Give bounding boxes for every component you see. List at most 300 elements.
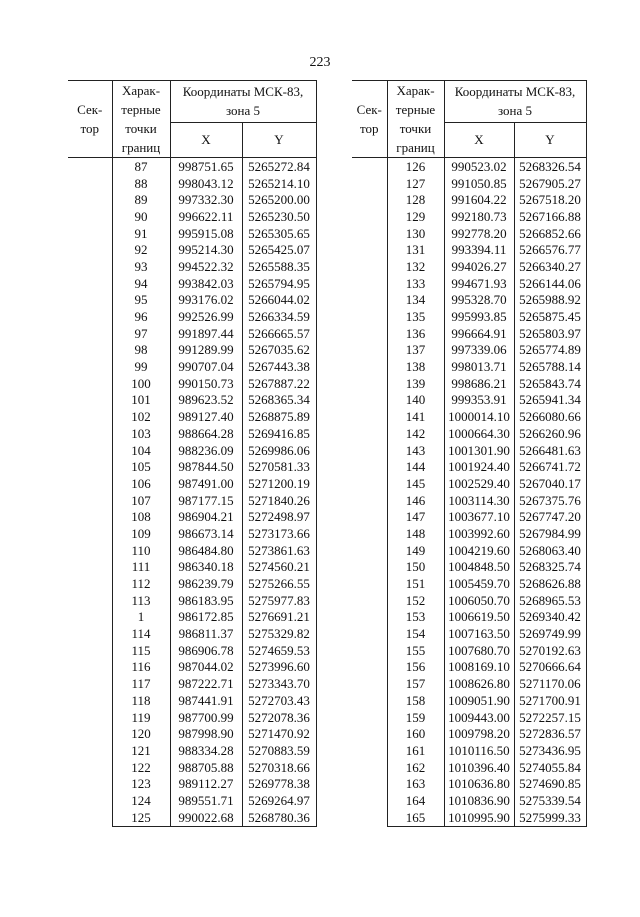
point-number-cell: 160 — [387, 725, 444, 742]
sector-cell — [352, 625, 387, 642]
x-coordinate-cell: 1000664.30 — [444, 425, 514, 442]
x-coordinate-cell: 988664.28 — [170, 425, 242, 442]
y-coordinate-cell: 5265588.35 — [242, 258, 316, 275]
sector-cell — [352, 809, 387, 826]
x-coordinate-cell: 995214.30 — [170, 241, 242, 258]
y-coordinate-cell: 5268063.40 — [514, 542, 586, 559]
table-row — [352, 525, 586, 542]
x-coordinate-cell: 999353.91 — [444, 392, 514, 409]
x-coordinate-cell: 1010636.80 — [444, 775, 514, 792]
point-number-cell: 133 — [387, 275, 444, 292]
y-coordinate-cell: 5266576.77 — [514, 241, 586, 258]
x-coordinate-cell: 989127.40 — [170, 408, 242, 425]
x-coordinate-cell: 1009798.20 — [444, 725, 514, 742]
x-coordinate-cell: 988705.88 — [170, 759, 242, 776]
table-row — [68, 241, 316, 258]
table-row — [68, 775, 316, 792]
sector-cell — [68, 542, 112, 559]
point-number-cell: 105 — [112, 458, 170, 475]
y-coordinate-cell: 5268365.34 — [242, 392, 316, 409]
sector-cell — [68, 675, 112, 692]
point-number-cell: 91 — [112, 225, 170, 242]
table-row — [68, 292, 316, 309]
header-y: Y — [242, 122, 316, 157]
table-row — [68, 175, 316, 192]
y-coordinate-cell: 5271470.92 — [242, 725, 316, 742]
x-coordinate-cell: 987491.00 — [170, 475, 242, 492]
x-coordinate-cell: 1009443.00 — [444, 709, 514, 726]
y-coordinate-cell: 5265425.07 — [242, 241, 316, 258]
x-coordinate-cell: 1010116.50 — [444, 742, 514, 759]
sector-cell — [352, 592, 387, 609]
table-row — [352, 592, 586, 609]
table-row — [68, 642, 316, 659]
sector-cell — [352, 258, 387, 275]
y-coordinate-cell: 5266044.02 — [242, 292, 316, 309]
y-coordinate-cell: 5272078.36 — [242, 709, 316, 726]
point-number-cell: 87 — [112, 158, 170, 175]
sector-cell — [352, 208, 387, 225]
table-row — [68, 675, 316, 692]
point-number-cell: 146 — [387, 492, 444, 509]
point-number-cell: 106 — [112, 475, 170, 492]
sector-cell — [68, 525, 112, 542]
table-row — [68, 542, 316, 559]
table-row — [352, 292, 586, 309]
point-number-cell: 90 — [112, 208, 170, 225]
sector-cell — [352, 308, 387, 325]
header-coords-title: Координаты МСК-83, зона 5 — [444, 81, 586, 123]
y-coordinate-cell: 5265230.50 — [242, 208, 316, 225]
x-coordinate-cell: 1006619.50 — [444, 609, 514, 626]
point-number-cell: 153 — [387, 609, 444, 626]
header-y: Y — [514, 122, 586, 157]
y-coordinate-cell: 5272498.97 — [242, 508, 316, 525]
table-row — [352, 158, 586, 175]
point-number-cell: 156 — [387, 659, 444, 676]
table-row — [352, 358, 586, 375]
x-coordinate-cell: 986239.79 — [170, 575, 242, 592]
point-number-cell: 125 — [112, 809, 170, 826]
y-coordinate-cell: 5267984.99 — [514, 525, 586, 542]
table-row — [68, 342, 316, 359]
y-coordinate-cell: 5269749.99 — [514, 625, 586, 642]
table-row — [352, 425, 586, 442]
y-coordinate-cell: 5272836.57 — [514, 725, 586, 742]
sector-cell — [352, 575, 387, 592]
sector-cell — [352, 675, 387, 692]
y-coordinate-cell: 5265774.89 — [514, 342, 586, 359]
sector-cell — [68, 709, 112, 726]
table-row — [68, 308, 316, 325]
sector-cell — [352, 325, 387, 342]
point-number-cell: 113 — [112, 592, 170, 609]
sector-cell — [352, 358, 387, 375]
point-number-cell: 96 — [112, 308, 170, 325]
y-coordinate-cell: 5270581.33 — [242, 458, 316, 475]
x-coordinate-cell: 989112.27 — [170, 775, 242, 792]
x-coordinate-cell: 1008626.80 — [444, 675, 514, 692]
y-coordinate-cell: 5271840.26 — [242, 492, 316, 509]
sector-cell — [68, 742, 112, 759]
point-number-cell: 129 — [387, 208, 444, 225]
y-coordinate-cell: 5275329.82 — [242, 625, 316, 642]
sector-cell — [352, 375, 387, 392]
sector-cell — [352, 442, 387, 459]
sector-cell — [68, 325, 112, 342]
sector-cell — [68, 659, 112, 676]
sector-cell — [352, 275, 387, 292]
sector-cell — [352, 225, 387, 242]
sector-cell — [352, 342, 387, 359]
header-coords-title: Координаты МСК-83, зона 5 — [170, 81, 316, 123]
x-coordinate-cell: 1003992.60 — [444, 525, 514, 542]
sector-cell — [68, 158, 112, 175]
point-number-cell: 152 — [387, 592, 444, 609]
sector-cell — [68, 458, 112, 475]
point-number-cell: 102 — [112, 408, 170, 425]
y-coordinate-cell: 5269986.06 — [242, 442, 316, 459]
point-number-cell: 165 — [387, 809, 444, 826]
y-coordinate-cell: 5267035.62 — [242, 342, 316, 359]
point-number-cell: 136 — [387, 325, 444, 342]
header-sector: Сек-тор — [352, 81, 387, 158]
point-number-cell: 111 — [112, 559, 170, 576]
y-coordinate-cell: 5273996.60 — [242, 659, 316, 676]
point-number-cell: 130 — [387, 225, 444, 242]
sector-cell — [68, 292, 112, 309]
table-row — [352, 575, 586, 592]
coordinates-table-right — [352, 80, 587, 827]
y-coordinate-cell: 5266340.27 — [514, 258, 586, 275]
point-number-cell: 142 — [387, 425, 444, 442]
sector-cell — [68, 175, 112, 192]
table-row — [68, 759, 316, 776]
x-coordinate-cell: 986183.95 — [170, 592, 242, 609]
y-coordinate-cell: 5267040.17 — [514, 475, 586, 492]
table-row — [352, 175, 586, 192]
point-number-cell: 148 — [387, 525, 444, 542]
point-number-cell: 157 — [387, 675, 444, 692]
x-coordinate-cell: 986484.80 — [170, 542, 242, 559]
point-number-cell: 110 — [112, 542, 170, 559]
point-number-cell: 155 — [387, 642, 444, 659]
point-number-cell: 114 — [112, 625, 170, 642]
y-coordinate-cell: 5275266.55 — [242, 575, 316, 592]
sector-cell — [352, 175, 387, 192]
table-row — [68, 525, 316, 542]
y-coordinate-cell: 5274690.85 — [514, 775, 586, 792]
table-row — [68, 492, 316, 509]
point-number-cell: 89 — [112, 191, 170, 208]
table-row — [68, 692, 316, 709]
x-coordinate-cell: 997339.06 — [444, 342, 514, 359]
table-row — [352, 625, 586, 642]
x-coordinate-cell: 998043.12 — [170, 175, 242, 192]
point-number-cell: 144 — [387, 458, 444, 475]
y-coordinate-cell: 5265794.95 — [242, 275, 316, 292]
x-coordinate-cell: 986340.18 — [170, 559, 242, 576]
y-coordinate-cell: 5270318.66 — [242, 759, 316, 776]
x-coordinate-cell: 988334.28 — [170, 742, 242, 759]
y-coordinate-cell: 5268326.54 — [514, 158, 586, 175]
point-number-cell: 154 — [387, 625, 444, 642]
point-number-cell: 149 — [387, 542, 444, 559]
point-number-cell: 145 — [387, 475, 444, 492]
header-x: X — [170, 122, 242, 157]
x-coordinate-cell: 991289.99 — [170, 342, 242, 359]
table-row — [352, 809, 586, 826]
sector-cell — [68, 792, 112, 809]
y-coordinate-cell: 5267887.22 — [242, 375, 316, 392]
table-row — [68, 725, 316, 742]
table-row — [352, 258, 586, 275]
point-number-cell: 134 — [387, 292, 444, 309]
x-coordinate-cell: 992180.73 — [444, 208, 514, 225]
sector-cell — [352, 408, 387, 425]
x-coordinate-cell: 986811.37 — [170, 625, 242, 642]
point-number-cell: 164 — [387, 792, 444, 809]
y-coordinate-cell: 5266144.06 — [514, 275, 586, 292]
point-number-cell: 137 — [387, 342, 444, 359]
point-number-cell: 117 — [112, 675, 170, 692]
x-coordinate-cell: 991897.44 — [170, 325, 242, 342]
y-coordinate-cell: 5265272.84 — [242, 158, 316, 175]
table-row — [68, 191, 316, 208]
table-row — [352, 725, 586, 742]
x-coordinate-cell: 1003677.10 — [444, 508, 514, 525]
table-body-left — [68, 158, 316, 827]
point-number-cell: 119 — [112, 709, 170, 726]
y-coordinate-cell: 5273436.95 — [514, 742, 586, 759]
table-row — [352, 692, 586, 709]
point-number-cell: 107 — [112, 492, 170, 509]
x-coordinate-cell: 990523.02 — [444, 158, 514, 175]
point-number-cell: 98 — [112, 342, 170, 359]
x-coordinate-cell: 995993.85 — [444, 308, 514, 325]
sector-cell — [352, 659, 387, 676]
table-row — [68, 458, 316, 475]
sector-cell — [68, 475, 112, 492]
table-row — [352, 241, 586, 258]
header-points: Харак-терные точки границ — [112, 81, 170, 158]
x-coordinate-cell: 1001924.40 — [444, 458, 514, 475]
table-row — [68, 592, 316, 609]
sector-cell — [68, 308, 112, 325]
sector-cell — [68, 191, 112, 208]
y-coordinate-cell: 5265200.00 — [242, 191, 316, 208]
header-sector: Сек-тор — [68, 81, 112, 158]
sector-cell — [352, 792, 387, 809]
table-row — [352, 609, 586, 626]
point-number-cell: 1 — [112, 609, 170, 626]
point-number-cell: 159 — [387, 709, 444, 726]
table-row — [352, 675, 586, 692]
table-row — [352, 475, 586, 492]
point-number-cell: 127 — [387, 175, 444, 192]
sector-cell — [68, 692, 112, 709]
table-row — [352, 308, 586, 325]
sector-cell — [68, 759, 112, 776]
point-number-cell: 131 — [387, 241, 444, 258]
point-number-cell: 141 — [387, 408, 444, 425]
sector-cell — [352, 709, 387, 726]
sector-cell — [68, 208, 112, 225]
point-number-cell: 95 — [112, 292, 170, 309]
x-coordinate-cell: 1009051.90 — [444, 692, 514, 709]
sector-cell — [68, 508, 112, 525]
y-coordinate-cell: 5268626.88 — [514, 575, 586, 592]
table-row — [352, 342, 586, 359]
point-number-cell: 101 — [112, 392, 170, 409]
x-coordinate-cell: 993842.03 — [170, 275, 242, 292]
point-number-cell: 163 — [387, 775, 444, 792]
point-number-cell: 112 — [112, 575, 170, 592]
table-row — [352, 275, 586, 292]
x-coordinate-cell: 986906.78 — [170, 642, 242, 659]
point-number-cell: 139 — [387, 375, 444, 392]
table-body-right — [352, 158, 586, 827]
table-row — [68, 375, 316, 392]
header-points: Харак-терные точки границ — [387, 81, 444, 158]
y-coordinate-cell: 5269778.38 — [242, 775, 316, 792]
point-number-cell: 126 — [387, 158, 444, 175]
table-row — [352, 208, 586, 225]
sector-cell — [352, 759, 387, 776]
y-coordinate-cell: 5268325.74 — [514, 559, 586, 576]
x-coordinate-cell: 1004848.50 — [444, 559, 514, 576]
y-coordinate-cell: 5276691.21 — [242, 609, 316, 626]
point-number-cell: 132 — [387, 258, 444, 275]
x-coordinate-cell: 986904.21 — [170, 508, 242, 525]
y-coordinate-cell: 5270883.59 — [242, 742, 316, 759]
point-number-cell: 138 — [387, 358, 444, 375]
x-coordinate-cell: 990022.68 — [170, 809, 242, 826]
y-coordinate-cell: 5270192.63 — [514, 642, 586, 659]
sector-cell — [352, 525, 387, 542]
x-coordinate-cell: 986172.85 — [170, 609, 242, 626]
table-row — [68, 208, 316, 225]
y-coordinate-cell: 5265788.14 — [514, 358, 586, 375]
y-coordinate-cell: 5265803.97 — [514, 325, 586, 342]
y-coordinate-cell: 5267905.27 — [514, 175, 586, 192]
point-number-cell: 162 — [387, 759, 444, 776]
y-coordinate-cell: 5271200.19 — [242, 475, 316, 492]
sector-cell — [68, 492, 112, 509]
table-row — [68, 392, 316, 409]
sector-cell — [68, 725, 112, 742]
x-coordinate-cell: 994026.27 — [444, 258, 514, 275]
table-row — [352, 792, 586, 809]
x-coordinate-cell: 1008169.10 — [444, 659, 514, 676]
x-coordinate-cell: 992526.99 — [170, 308, 242, 325]
x-coordinate-cell: 1003114.30 — [444, 492, 514, 509]
point-number-cell: 97 — [112, 325, 170, 342]
x-coordinate-cell: 1007163.50 — [444, 625, 514, 642]
table-row — [352, 659, 586, 676]
sector-cell — [68, 358, 112, 375]
sector-cell — [352, 542, 387, 559]
y-coordinate-cell: 5265214.10 — [242, 175, 316, 192]
point-number-cell: 116 — [112, 659, 170, 676]
table-row — [352, 709, 586, 726]
x-coordinate-cell: 1005459.70 — [444, 575, 514, 592]
table-row — [68, 792, 316, 809]
sector-cell — [352, 559, 387, 576]
x-coordinate-cell: 987998.90 — [170, 725, 242, 742]
sector-cell — [68, 775, 112, 792]
sector-cell — [68, 642, 112, 659]
x-coordinate-cell: 987044.02 — [170, 659, 242, 676]
sector-cell — [352, 492, 387, 509]
x-coordinate-cell: 989623.52 — [170, 392, 242, 409]
y-coordinate-cell: 5269340.42 — [514, 609, 586, 626]
point-number-cell: 161 — [387, 742, 444, 759]
x-coordinate-cell: 996664.91 — [444, 325, 514, 342]
table-row — [352, 775, 586, 792]
sector-cell — [352, 191, 387, 208]
x-coordinate-cell: 1010995.90 — [444, 809, 514, 826]
sector-cell — [352, 425, 387, 442]
x-coordinate-cell: 993176.02 — [170, 292, 242, 309]
table-row — [352, 442, 586, 459]
x-coordinate-cell: 1006050.70 — [444, 592, 514, 609]
y-coordinate-cell: 5265305.65 — [242, 225, 316, 242]
coordinates-table-left — [68, 80, 317, 827]
y-coordinate-cell: 5267443.38 — [242, 358, 316, 375]
point-number-cell: 128 — [387, 191, 444, 208]
x-coordinate-cell: 996622.11 — [170, 208, 242, 225]
table-row — [352, 375, 586, 392]
x-coordinate-cell: 1001301.90 — [444, 442, 514, 459]
sector-cell — [352, 292, 387, 309]
sector-cell — [352, 392, 387, 409]
point-number-cell: 123 — [112, 775, 170, 792]
point-number-cell: 118 — [112, 692, 170, 709]
sector-cell — [352, 725, 387, 742]
sector-cell — [352, 158, 387, 175]
point-number-cell: 135 — [387, 308, 444, 325]
table-row — [352, 542, 586, 559]
x-coordinate-cell: 986673.14 — [170, 525, 242, 542]
y-coordinate-cell: 5266481.63 — [514, 442, 586, 459]
y-coordinate-cell: 5275339.54 — [514, 792, 586, 809]
point-number-cell: 108 — [112, 508, 170, 525]
y-coordinate-cell: 5272703.43 — [242, 692, 316, 709]
x-coordinate-cell: 989551.71 — [170, 792, 242, 809]
table-row — [352, 492, 586, 509]
y-coordinate-cell: 5266852.66 — [514, 225, 586, 242]
sector-cell — [352, 642, 387, 659]
sector-cell — [352, 609, 387, 626]
y-coordinate-cell: 5268780.36 — [242, 809, 316, 826]
table-row — [352, 742, 586, 759]
table-row — [68, 742, 316, 759]
y-coordinate-cell: 5270666.64 — [514, 659, 586, 676]
sector-cell — [352, 742, 387, 759]
sector-cell — [352, 692, 387, 709]
y-coordinate-cell: 5274659.53 — [242, 642, 316, 659]
y-coordinate-cell: 5273861.63 — [242, 542, 316, 559]
y-coordinate-cell: 5273343.70 — [242, 675, 316, 692]
x-coordinate-cell: 988236.09 — [170, 442, 242, 459]
point-number-cell: 103 — [112, 425, 170, 442]
y-coordinate-cell: 5266665.57 — [242, 325, 316, 342]
table-row — [68, 408, 316, 425]
sector-cell — [68, 258, 112, 275]
sector-cell — [68, 225, 112, 242]
x-coordinate-cell: 995328.70 — [444, 292, 514, 309]
